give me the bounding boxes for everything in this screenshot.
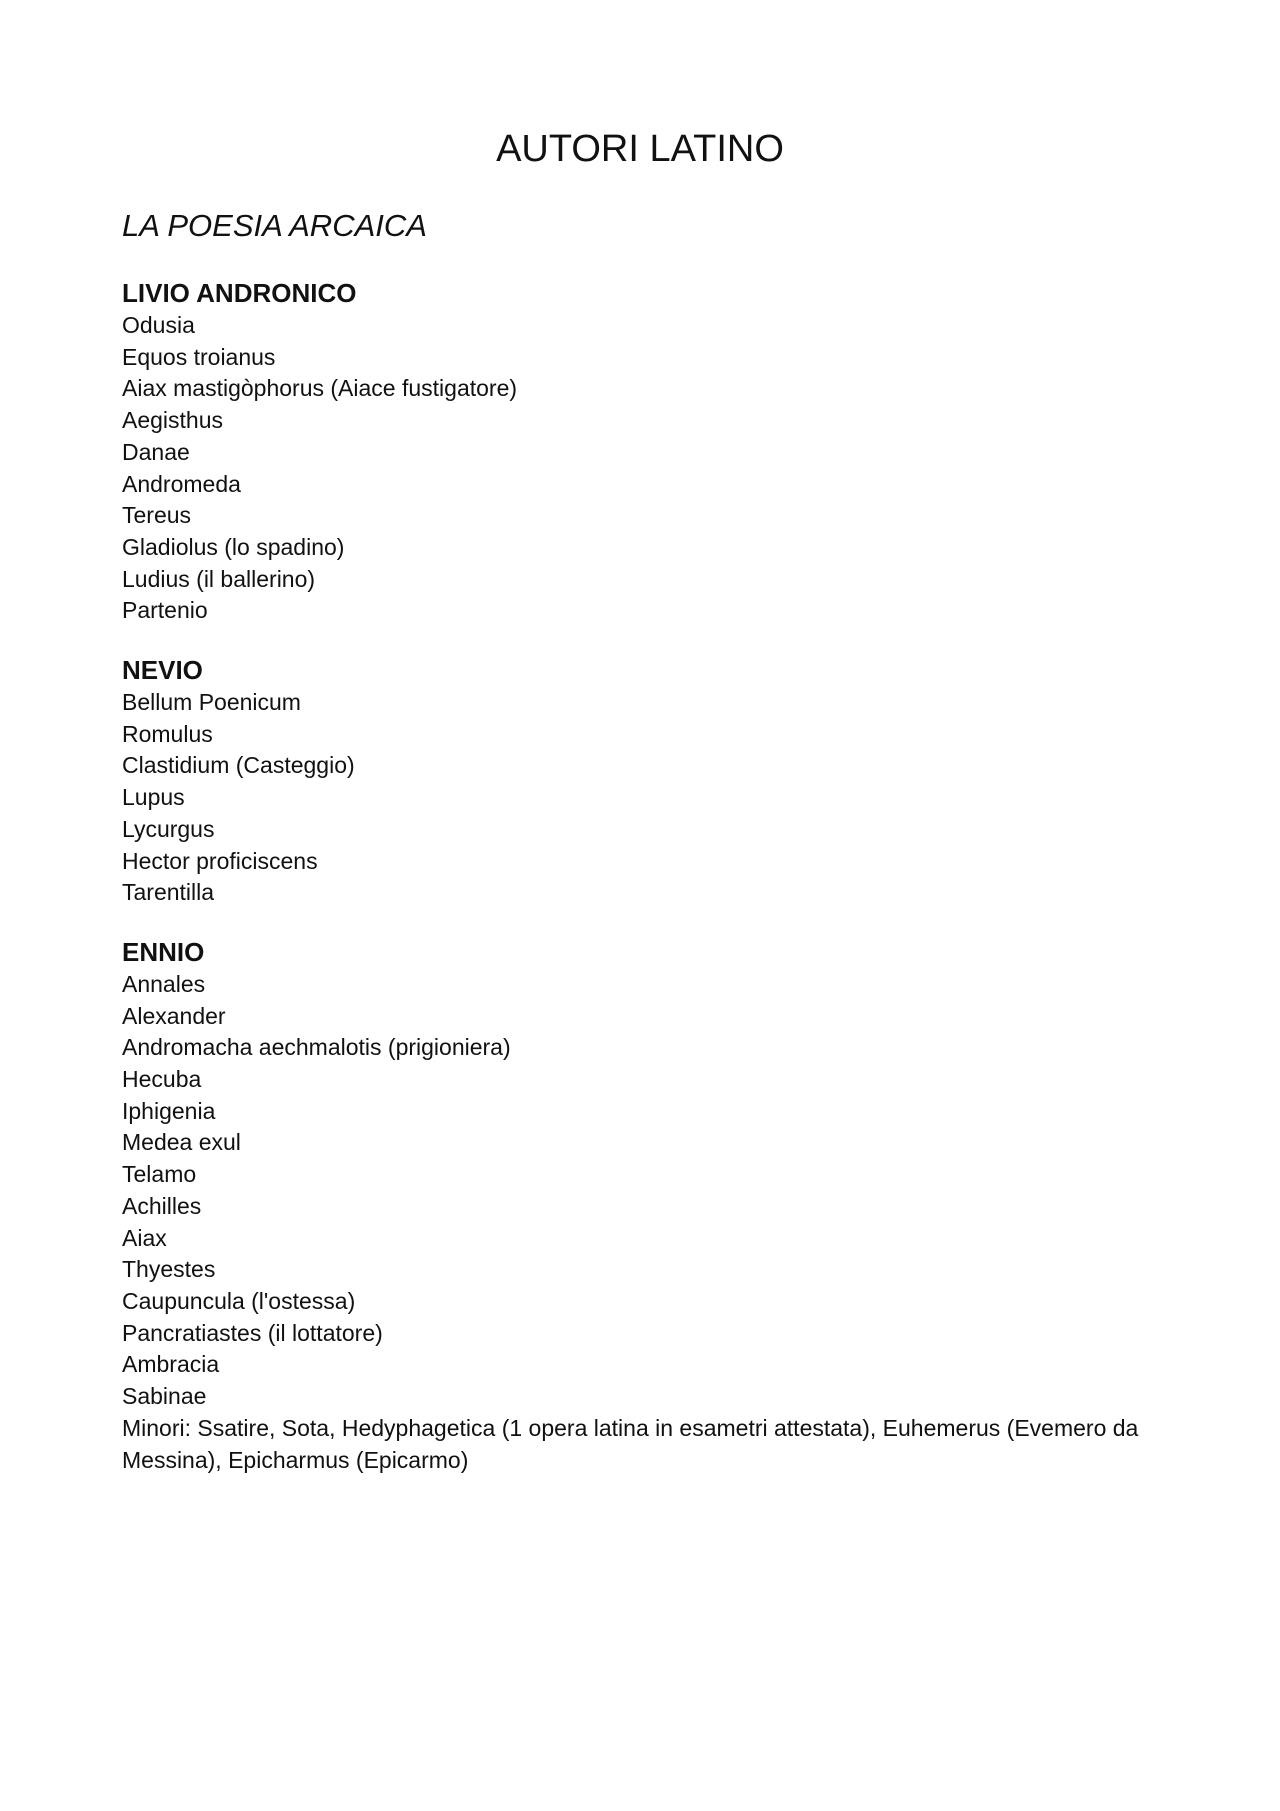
work-item: Sabinae	[122, 1383, 207, 1410]
work-item: Tarentilla	[122, 879, 215, 906]
work-item: Partenio	[122, 597, 208, 624]
work-item: Clastidium (Casteggio)	[122, 752, 355, 779]
document-content	[122, 204, 1182, 1502]
author-block-livio-andronico	[122, 276, 1182, 627]
work-item-minori: Minori: Ssatire, Sota, Hedyphagetica (1 opera latina in esametri attestata), Euhemerus (Evemero da Messina), Epicharmus (Epicarmo)	[122, 1414, 1139, 1473]
work-item: Thyestes	[122, 1256, 216, 1283]
author-name: NEVIO	[122, 655, 203, 686]
work-item: Iphigenia	[122, 1097, 216, 1124]
work-item: Telamo	[122, 1161, 197, 1188]
work-item: Lycurgus	[122, 815, 215, 842]
work-item: Hector proficiscens	[122, 847, 318, 874]
work-item: Pancratiastes (il lottatore)	[122, 1319, 383, 1346]
work-item: Romulus	[122, 720, 213, 747]
author-name: ENNIO	[122, 936, 205, 967]
work-item: Andromeda	[122, 470, 241, 497]
work-item: Equos troianus	[122, 343, 276, 370]
work-item: Hecuba	[122, 1066, 202, 1093]
work-item: Aiax mastigòphorus (Aiace fustigatore)	[122, 375, 518, 402]
work-item: Odusia	[122, 312, 195, 338]
work-item: Lupus	[122, 784, 185, 811]
works-list	[122, 969, 1182, 1476]
work-item: Gladiolus (lo spadino)	[122, 533, 345, 560]
work-item: Ambracia	[122, 1351, 220, 1378]
section-heading: LA POESIA ARCAICA	[122, 208, 427, 243]
author-name: LIVIO ANDRONICO	[122, 278, 357, 308]
work-item: Medea exul	[122, 1129, 241, 1156]
works-list	[122, 310, 1182, 627]
work-item: Tereus	[122, 502, 192, 529]
work-item: Annales	[122, 970, 206, 997]
author-block-nevio	[122, 653, 1182, 909]
work-item: Andromacha aechmalotis (prigioniera)	[122, 1034, 511, 1061]
works-list	[122, 687, 1182, 909]
work-item: Achilles	[122, 1192, 202, 1219]
work-item: Bellum Poenicum	[122, 689, 301, 716]
work-item: Aiax	[122, 1224, 167, 1251]
work-item: Aegisthus	[122, 407, 224, 434]
work-item: Caupuncula (l'ostessa)	[122, 1287, 356, 1314]
work-item: Ludius (il ballerino)	[122, 565, 316, 592]
work-item: Alexander	[122, 1002, 226, 1029]
document-title: AUTORI LATINO	[496, 128, 784, 170]
work-item: Danae	[122, 438, 190, 465]
author-block-ennio	[122, 935, 1182, 1476]
